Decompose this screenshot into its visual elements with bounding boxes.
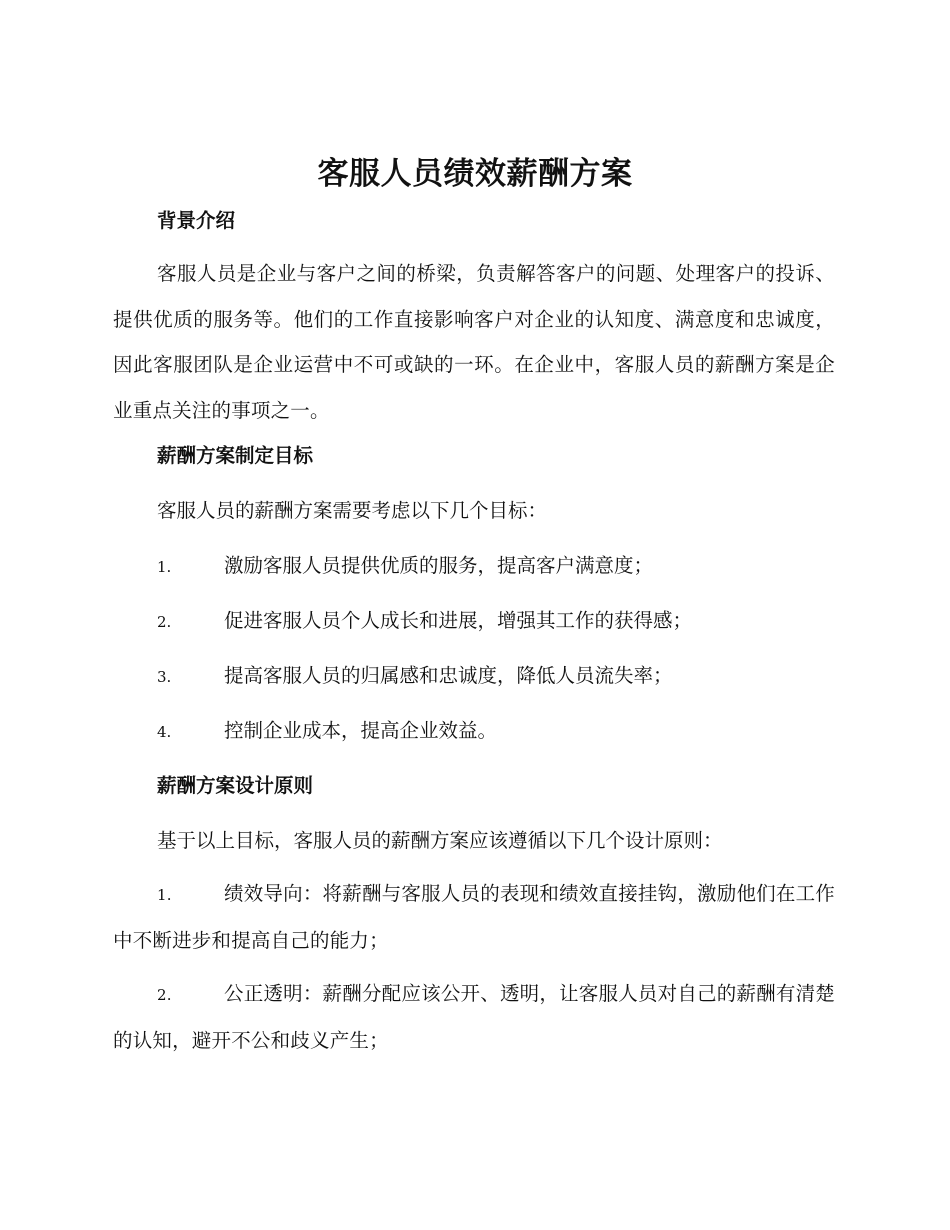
list-text: 公正透明：薪酬分配应该公开、透明，让客服人员对自己的薪酬有清楚的认知，避开不公和歧义产生； (113, 982, 835, 1052)
list-number: 3. (157, 668, 172, 686)
goal-item-3 (157, 661, 673, 692)
background-paragraph: 客服人员是企业与客户之间的桥梁，负责解答客户的问题、处理客户的投诉、提供优质的服务等。他们的工作直接影响客户对企业的认知度、满意度和忠诚度，因此客服团队是企业运营中不可或缺的一环。在企业中，客服人员的薪酬方案是企业重点关注的事项之一。 (113, 262, 835, 422)
list-text: 控制企业成本，提高企业效益。 (224, 719, 498, 742)
document-title: 客服人员绩效薪酬方案 (317, 156, 633, 192)
section-heading-background: 背景介绍 (157, 209, 236, 232)
principles-intro: 基于以上目标，客服人员的薪酬方案应该遵循以下几个设计原则： (157, 829, 723, 852)
list-text: 绩效导向：将薪酬与客服人员的表现和绩效直接挂钩，激励他们在工作中不断进步和提高自己的能力； (113, 882, 835, 952)
section-heading-principles: 薪酬方案设计原则 (157, 774, 314, 797)
goal-item-2 (157, 606, 692, 637)
section-heading-goals: 薪酬方案制定目标 (157, 444, 314, 467)
list-number: 2. (157, 986, 172, 1004)
list-text: 促进客服人员个人成长和进展，增强其工作的获得感； (224, 609, 693, 632)
list-number: 4. (157, 723, 172, 741)
principle-item-1 (113, 871, 835, 963)
list-number: 2. (157, 613, 172, 631)
list-text: 提高客服人员的归属感和忠诚度，降低人员流失率； (224, 664, 673, 687)
goals-intro: 客服人员的薪酬方案需要考虑以下几个目标： (157, 499, 548, 522)
list-number: 1. (157, 886, 172, 904)
list-text: 激励客服人员提供优质的服务，提高客户满意度； (224, 554, 654, 577)
goal-item-4 (157, 716, 497, 747)
list-number: 1. (157, 558, 172, 576)
goal-item-1 (157, 551, 653, 582)
principle-item-2 (113, 971, 835, 1063)
